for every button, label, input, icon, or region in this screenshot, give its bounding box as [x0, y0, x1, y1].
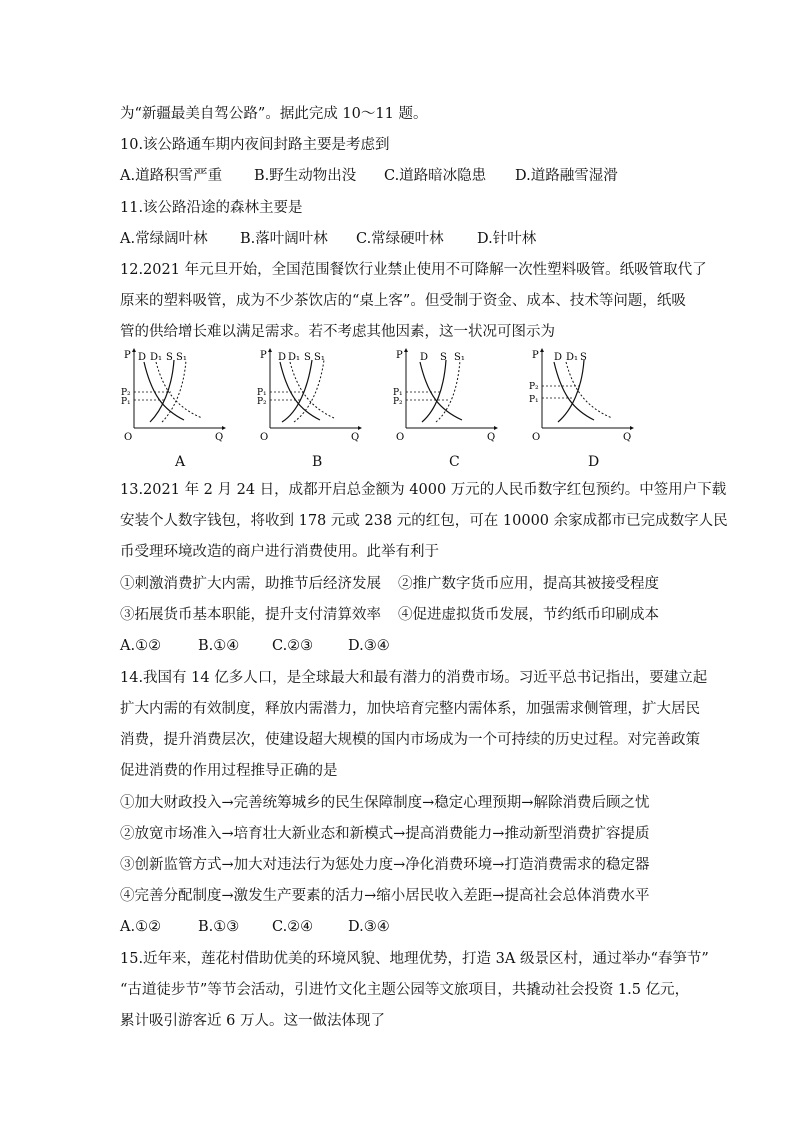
p-label-lower: P₂ [257, 397, 267, 407]
supply-curve-s [422, 360, 446, 422]
x-axis-arrow [630, 426, 634, 430]
q11-option-b: B.落叶阔叶林 [240, 231, 328, 247]
curve-label: S [304, 352, 311, 363]
demand-curve-d [554, 362, 594, 420]
graph-a-label: A [175, 454, 186, 470]
supply-curve-s [558, 360, 584, 422]
q14-option-a: A.①② [120, 919, 162, 935]
curve-label: S₁ [176, 352, 187, 363]
curve-label: S₁ [454, 352, 465, 363]
q14-option-c: C.②④ [272, 919, 314, 935]
x-axis-arrow [222, 426, 226, 430]
q13-statement-4: ④促进虚拟货币发展，节约纸币印刷成本 [398, 607, 659, 623]
q14-statement-3: ③创新监管方式→加大对违法行为惩处力度→净化消费环境→打造消费需求的稳定器 [120, 857, 650, 873]
x-axis-arrow [358, 426, 362, 430]
origin-label: O [532, 432, 541, 443]
q13-line-2: 安装个人数字钱包，将收到 178 元或 238 元的红包，可在 10000 余家成都市已完成数字人民 [120, 513, 728, 529]
curve-label: S [440, 352, 447, 363]
q15-line-3: 累计吸引游客近 6 万人。这一做法体现了 [120, 1013, 385, 1029]
q14-option-d: D.③④ [348, 919, 390, 935]
q13-statement-3: ③拓展货币基本职能，提升支付清算效率 [120, 607, 381, 623]
q14-option-b: B.①③ [198, 919, 240, 935]
intro-line: 为“新疆最美自驾公路”。据此完成 10～11 题。 [120, 106, 428, 122]
origin-label: O [124, 432, 133, 443]
q11-stem: 11.该公路沿途的森林主要是 [120, 200, 303, 216]
q-axis-label: Q [215, 432, 224, 443]
graph-d-label: D [588, 454, 600, 470]
q12-line-2: 原来的塑料吸管，成为不少茶饮店的“桌上客”。但受制于资金、成本、技术等问题，纸吸 [120, 293, 686, 309]
curve-label: D [420, 352, 429, 363]
q-axis-label: Q [487, 432, 496, 443]
q10-option-c: C.道路暗冰隐患 [384, 168, 487, 184]
q14-line-1: 14.我国有 14 亿多人口，是全球最大和最有潜力的消费市场。习近平总书记指出，要建立起 [120, 670, 708, 686]
q10-option-a: A.道路积雪严重 [120, 168, 223, 184]
p-label-lower: P₁ [529, 395, 539, 405]
demand-curve-d [280, 362, 320, 420]
p-label-upper: P₁ [257, 388, 267, 398]
q13-statement-1: ①刺激消费扩大内需，助推节后经济发展 [120, 576, 381, 592]
q10-option-d: D.道路融雪湿滑 [515, 168, 618, 184]
q13-line-1: 13.2021 年 2 月 24 日，成都开启总金额为 4000 万元的人民币数字红包预约。中签用户下载 [120, 482, 727, 498]
p-axis-label: P [124, 350, 131, 361]
q13-option-c: C.②③ [272, 638, 314, 654]
supply-curve-s1 [436, 360, 460, 422]
q14-line-3: 消费，提升消费层次，使建设超大规模的国内市场成为一个可持续的历史过程。对完善政策 [120, 732, 700, 748]
p-axis-label: P [532, 350, 539, 361]
q14-line-4: 促进消费的作用过程推导正确的是 [120, 763, 338, 779]
demand-curve-d1 [566, 362, 612, 418]
q10-option-b: B.野生动物出没 [254, 168, 357, 184]
q11-option-d: D.针叶林 [477, 231, 537, 247]
y-axis-arrow [132, 348, 136, 352]
q14-statement-1: ①加大财政投入→完善统筹城乡的民生保障制度→稳定心理预期→解除消费后顾之忧 [120, 795, 650, 811]
p-label-lower: P₁ [121, 397, 131, 407]
supply-demand-graph-c [393, 348, 514, 443]
q-axis-label: Q [623, 432, 632, 443]
q15-line-2: “古道徒步节”等节会活动，引进竹文化主题公园等文旅项目，共撬动社会投资 1.5 亿元， [120, 982, 690, 998]
q15-line-1: 15.近年来，莲花村借助优美的环境风貌、地理优势，打造 3A 级景区村，通过举办“春笋节” [120, 951, 709, 967]
p-label-upper: P₁ [393, 388, 403, 398]
curve-label: D [138, 352, 147, 363]
q13-option-d: D.③④ [348, 638, 390, 654]
graph-c-label: C [449, 454, 460, 470]
curve-label: S [580, 352, 587, 363]
p-label-upper: P₂ [121, 388, 131, 398]
q-axis-label: Q [351, 432, 360, 443]
supply-demand-graph-a [121, 348, 242, 443]
demand-curve-d1 [290, 362, 334, 418]
p-axis-label: P [396, 350, 403, 361]
origin-label: O [260, 432, 269, 443]
y-axis-arrow [268, 348, 272, 352]
curve-label: D [278, 352, 287, 363]
q12-line-3: 管的供给增长难以满足需求。若不考虑其他因素，这一状况可图示为 [120, 324, 555, 340]
graph-b-label: B [312, 454, 323, 470]
x-axis-arrow [494, 426, 498, 430]
demand-curve-d [144, 362, 184, 420]
curve-label: D₁ [288, 352, 301, 363]
q10-stem: 10.该公路通车期内夜间封路主要是考虑到 [120, 137, 390, 153]
q11-option-c: C.常绿硬叶林 [356, 231, 444, 247]
y-axis-arrow [404, 348, 408, 352]
q13-option-a: A.①② [120, 638, 162, 654]
supply-demand-graph-d [529, 348, 650, 443]
q13-option-b: B.①④ [198, 638, 240, 654]
q14-line-2: 扩大内需的有效制度，释放内需潜力，加快培育完整内需体系，加强需求侧管理，扩大居民 [120, 701, 700, 717]
curve-label: D₁ [150, 352, 163, 363]
demand-curve-d1 [156, 362, 202, 418]
p-label-upper: P₂ [529, 382, 539, 392]
supply-demand-graph-b [257, 348, 378, 443]
p-label-lower: P₂ [393, 397, 403, 407]
curve-label: D₁ [566, 352, 579, 363]
q13-statement-2: ②推广数字货币应用，提高其被接受程度 [398, 576, 659, 592]
curve-label: S [166, 352, 173, 363]
q14-statement-2: ②放宽市场准入→培育壮大新业态和新模式→提高消费能力→推动新型消费扩容提质 [120, 826, 650, 842]
q12-line-1: 12.2021 年元旦开始，全国范围餐饮行业禁止使用不可降解一次性塑料吸管。纸吸管取代了 [120, 262, 707, 278]
origin-label: O [396, 432, 405, 443]
q13-line-3: 币受理环境改造的商户进行消费使用。此举有利于 [120, 544, 439, 560]
y-axis-arrow [540, 348, 544, 352]
supply-curve-s1 [162, 360, 186, 422]
q14-statement-4: ④完善分配制度→激发生产要素的活力→缩小居民收入差距→提高社会总体消费水平 [120, 888, 650, 904]
q11-option-a: A.常绿阔叶林 [120, 231, 208, 247]
curve-label: S₁ [314, 352, 325, 363]
curve-label: D [554, 352, 563, 363]
p-axis-label: P [260, 350, 267, 361]
